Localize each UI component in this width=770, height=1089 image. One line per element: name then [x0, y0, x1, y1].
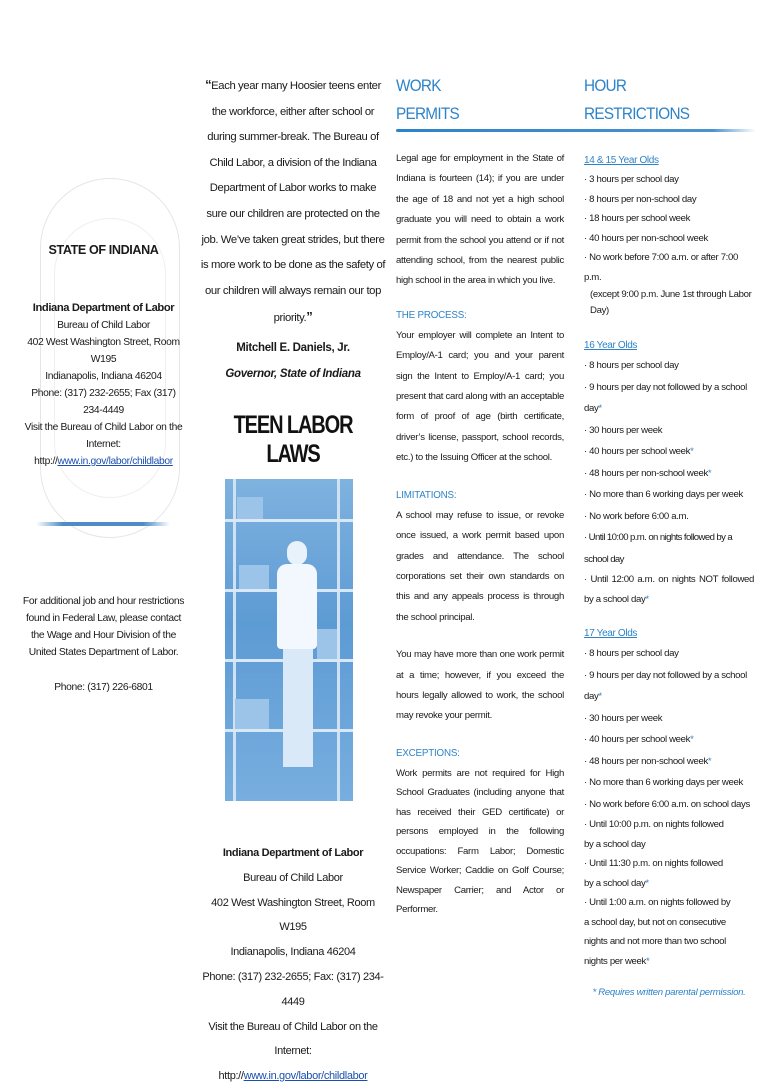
rule-item: · 8 hours per school day [584, 360, 679, 371]
federal-phone: Phone: (317) 226-6801 [54, 682, 153, 693]
rule-text: · Until 1:00 a.m. on nights followed by a school day, but not on consecutive nights and not more than two school nights per week [584, 897, 731, 967]
hour-restrictions-title-2: RESTRICTIONS [584, 104, 690, 123]
rule-text: · Until 12:00 a.m. on nights NOT followed by a school day [584, 574, 754, 605]
quote-open-mark: “ [205, 77, 212, 92]
worker-legs [283, 649, 313, 767]
hour-restrictions-title-1: HOUR [584, 76, 627, 95]
state-title: STATE OF INDIANA [48, 243, 159, 257]
hour-restrictions-section [584, 72, 754, 998]
back-address-line: 402 West Washington Street, Room W195 [211, 896, 375, 934]
parental-permission-star: * [690, 446, 694, 457]
rule-item: · 18 hours per school week [584, 213, 691, 224]
speaker-name: Mitchell E. Daniels, Jr. [236, 341, 350, 354]
quote-close-mark: ” [306, 309, 313, 325]
rule-text: · 9 hours per day not followed by a school day [584, 381, 747, 414]
rule-item: · 30 hours per week [584, 712, 663, 724]
work-permits-title-1: WORK [396, 76, 441, 95]
parental-permission-star: * [690, 734, 694, 745]
shelf-box [237, 497, 263, 519]
rule-text: · 40 hours per school week [584, 446, 691, 457]
rule-text: · 40 hours per school week [584, 734, 691, 745]
work-permits-section [396, 72, 564, 920]
address-line: 402 West Washington Street, Room W195 [27, 337, 180, 365]
back-url-prefix: http:// [218, 1070, 244, 1083]
rule-item: · 8 hours per non-school day [584, 193, 697, 205]
headline: TEEN LABOR LAWS [233, 410, 353, 468]
shelf [225, 519, 353, 522]
rule-item: · No work before 7:00 a.m. or after 7:00 p.m. [584, 252, 738, 283]
parental-permission-star: * [707, 755, 712, 767]
visit-line [22, 419, 185, 470]
city-line: Indianapolis, Indiana 46204 [45, 371, 162, 382]
process-heading: THE PROCESS: [396, 309, 467, 321]
multiple-permits-text: You may have more than one work permit at a time; however, if you exceed the hours legally allowed to work, the school may revoke your permit. [396, 649, 564, 722]
rule-item [584, 893, 754, 971]
parental-permission-star: * [645, 593, 649, 605]
rule-item: · 40 hours per non-school week [584, 232, 708, 244]
rule-item: · 3 hours per school day [584, 174, 679, 185]
federal-info [22, 593, 185, 696]
federal-note: For additional job and hour restrictions found in Federal Law, please contact the Wage and Hour Division of the United States Department of Labor. [22, 596, 185, 658]
bureau-name: Bureau of Child Labor [57, 320, 150, 331]
shelf-post [337, 479, 340, 801]
website-link[interactable]: www.in.gov/labor/childlabor [57, 456, 173, 467]
phone-line: Phone: (317) 232-2655; Fax (317) 234-4449 [31, 388, 176, 416]
exceptions-heading: EXCEPTIONS: [396, 747, 460, 759]
rule-text: · 48 hours per non-school week [584, 755, 708, 767]
legal-age-text: Legal age for employment in the State of Indiana is fourteen (14); if you are under the age of 18 and not yet a high school graduate you will need to obtain a work permit from the school you attend or if not attending school, from the nearest public high school in the area in which you live. [396, 153, 564, 287]
back-dept: Indiana Department of Labor [222, 846, 364, 859]
section-divider [36, 522, 170, 526]
center-panel [200, 72, 386, 1089]
footnote: * Requires written parental permission. [592, 987, 746, 998]
age-17-heading: 17 Year Olds [584, 628, 638, 639]
shelf-box [317, 629, 337, 659]
back-visit: Visit the Bureau of Child Labor on the Internet: [208, 1020, 378, 1058]
dept-name: Indiana Department of Labor [32, 302, 175, 314]
rule-item: · No more than 6 working days per week [584, 777, 743, 788]
parental-permission-star: * [707, 467, 712, 479]
rule-item: · No more than 6 working days per week [584, 489, 743, 500]
age-16-heading: 16 Year Olds [584, 340, 638, 351]
rule-item [584, 729, 754, 751]
back-website-link[interactable]: www.in.gov/labor/childlabor [243, 1070, 368, 1083]
shelf-box [239, 565, 269, 589]
back-phone: Phone: (317) 232-2655; Fax: (317) 234-4449 [202, 970, 384, 1008]
left-panel [22, 60, 185, 1010]
contact-block [22, 300, 185, 470]
age-14-15-heading: 14 & 15 Year Olds [584, 155, 659, 166]
rule-text: · 48 hours per non-school week [584, 467, 708, 479]
quote-text: Each year many Hoosier teens enter the workforce, either after school or during summer-break. The Bureau of Child Labor, a division of the Indiana Department of Labor works to make sure our children are protected on the job. We’ve taken great strides, but there is more work to be done as the safety of our children will always remain our top priority. [200, 80, 386, 325]
worker-body [277, 564, 317, 649]
work-permits-title-2: PERMITS [396, 104, 459, 123]
rule-item: (except 9:00 p.m. June 1st through Labor Day) [590, 289, 752, 316]
back-address [200, 841, 386, 1089]
rule-item [584, 665, 754, 708]
rule-item: · 30 hours per week [584, 424, 663, 436]
rule-item: · No work before 6:00 a.m. [584, 510, 689, 522]
process-text: Your employer will complete an Intent to Employ/A-1 card; you and your parent sign the Intent to Employ/A-1 card; you present that card along with an acceptable form of proof of age (birth certificate, driver’s license, passport, school records, etc.) to the Issuing Officer at the school. [396, 329, 564, 464]
parental-permission-star: * [598, 691, 602, 702]
speaker-title: Governor, State of Indiana [225, 367, 361, 380]
rule-item [584, 377, 754, 420]
rule-item: · Until 10:00 p.m. on nights followed by a school day [584, 532, 733, 565]
visit-text: Visit the Bureau of Child Labor on the Internet: http:// [24, 422, 183, 467]
rule-item: · Until 10:00 p.m. on nights followed by a school day [584, 819, 724, 850]
back-city: Indianapolis, Indiana 46204 [230, 946, 356, 959]
limitations-heading: LIMITATIONS: [396, 489, 457, 501]
parental-permission-star: * [645, 877, 649, 889]
back-url-line [200, 1064, 386, 1089]
rule-item [584, 441, 754, 463]
parental-permission-star: * [598, 403, 602, 414]
worker-photo [225, 479, 353, 801]
parental-permission-star: * [645, 955, 650, 967]
rule-item [584, 570, 754, 609]
shelf-box [235, 699, 269, 729]
rule-text: · 9 hours per day not followed by a school day [584, 669, 747, 702]
rule-item: · 8 hours per school day [584, 648, 679, 659]
rule-item [584, 463, 754, 485]
exceptions-text: Work permits are not required for High School Graduates (including anyone that has received their GED certificate) or persons employed in the following occupations: Farm Labor; Domestic Service Worker; Caddie on Golf Course; Newspaper Carrier; and Actor or Performer. [396, 767, 564, 916]
rule-item [584, 854, 754, 893]
governor-quote [200, 72, 386, 332]
shelf-post [233, 479, 236, 801]
rule-text: · Until 11:30 p.m. on nights followed by a school day [584, 858, 723, 889]
limitations-text: A school may refuse to issue, or revoke once issued, a work permit based upon grades and attendance. The school corporations set their own standards on this and any appeals process is through the school principal. [396, 509, 564, 623]
rule-item: · No work before 6:00 a.m. on school days [584, 798, 750, 810]
worker-head [287, 541, 307, 565]
back-bureau: Bureau of Child Labor [243, 871, 343, 884]
rule-item [584, 751, 754, 773]
